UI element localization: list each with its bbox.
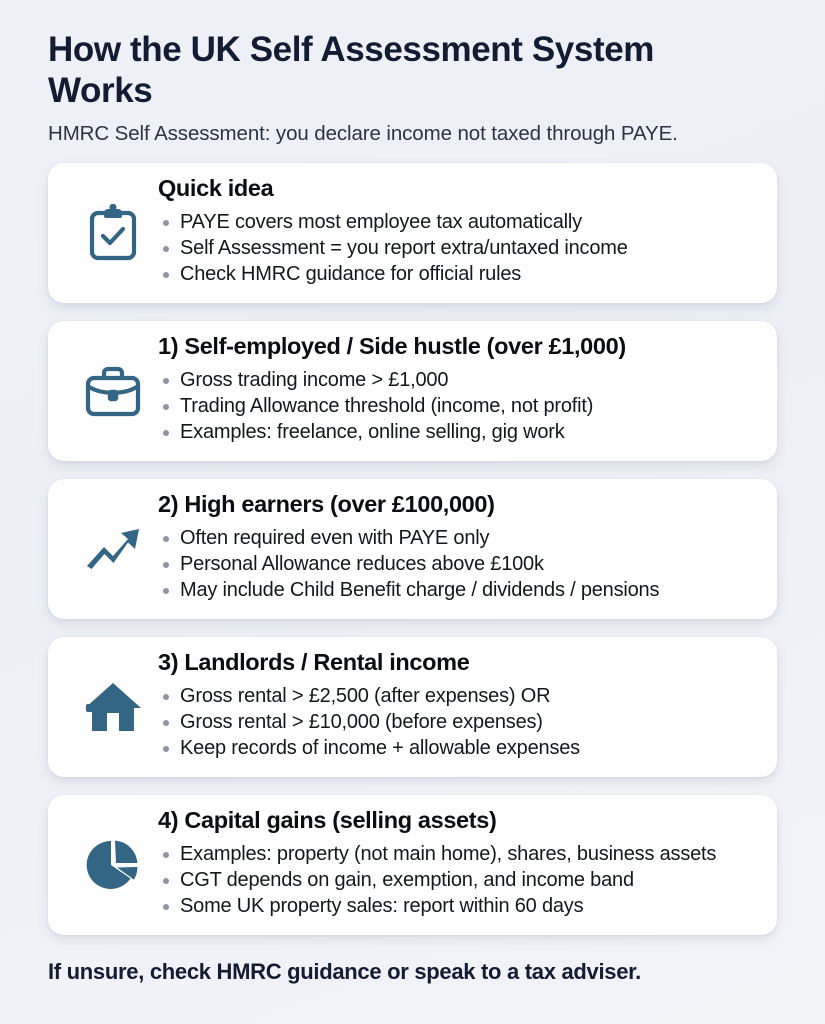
- list-item: Examples: property (not main home), shares, business assets: [158, 841, 759, 867]
- bullet-list: [158, 525, 759, 603]
- card-high-earners: [48, 479, 777, 619]
- page-title: How the UK Self Assessment System Works: [48, 30, 654, 110]
- card-content: [156, 334, 759, 447]
- card-quick-idea: [48, 163, 777, 303]
- list-item: Gross rental > £10,000 (before expenses): [158, 709, 759, 735]
- card-content: [156, 492, 759, 605]
- list-item: Examples: freelance, online selling, gig work: [158, 419, 759, 445]
- card-capital-gains: [48, 795, 777, 935]
- card-heading: 3) Landlords / Rental income: [158, 649, 470, 676]
- card-heading: 1) Self-employed / Side hustle (over £1,000): [158, 333, 626, 360]
- card-heading: Quick idea: [158, 175, 274, 202]
- list-item: PAYE covers most employee tax automatically: [158, 209, 759, 235]
- list-item: CGT depends on gain, exemption, and income band: [158, 867, 759, 893]
- briefcase-icon: [70, 364, 156, 418]
- clipboard-check-icon: [70, 204, 156, 262]
- bullet-list: [158, 841, 759, 919]
- list-item: Often required even with PAYE only: [158, 525, 759, 551]
- list-item: Personal Allowance reduces above £100k: [158, 551, 759, 577]
- card-content: [156, 808, 759, 921]
- bullet-list: [158, 209, 759, 287]
- card-heading: 2) High earners (over £100,000): [158, 491, 495, 518]
- card-content: [156, 176, 759, 289]
- list-item: Trading Allowance threshold (income, not profit): [158, 393, 759, 419]
- list-item: Keep records of income + allowable expenses: [158, 735, 759, 761]
- list-item: Gross rental > £2,500 (after expenses) OR: [158, 683, 759, 709]
- bullet-list: [158, 683, 759, 761]
- list-item: May include Child Benefit charge / dividends / pensions: [158, 577, 759, 603]
- list-item: Check HMRC guidance for official rules: [158, 261, 759, 287]
- list-item: Self Assessment = you report extra/untaxed income: [158, 235, 759, 261]
- card-content: [156, 650, 759, 763]
- list-item: Gross trading income > £1,000: [158, 367, 759, 393]
- trending-up-icon: [70, 525, 156, 573]
- card-self-employed: [48, 321, 777, 461]
- page-subtitle: HMRC Self Assessment: you declare income not taxed through PAYE.: [48, 121, 678, 145]
- bullet-list: [158, 367, 759, 445]
- card-landlords: [48, 637, 777, 777]
- card-heading: 4) Capital gains (selling assets): [158, 807, 497, 834]
- header: [48, 30, 777, 147]
- card-list: [48, 163, 777, 935]
- home-icon: [70, 681, 156, 733]
- footer-note: If unsure, check HMRC guidance or speak to a tax adviser.: [48, 958, 641, 984]
- pie-chart-icon: [70, 837, 156, 893]
- list-item: Some UK property sales: report within 60 days: [158, 893, 759, 919]
